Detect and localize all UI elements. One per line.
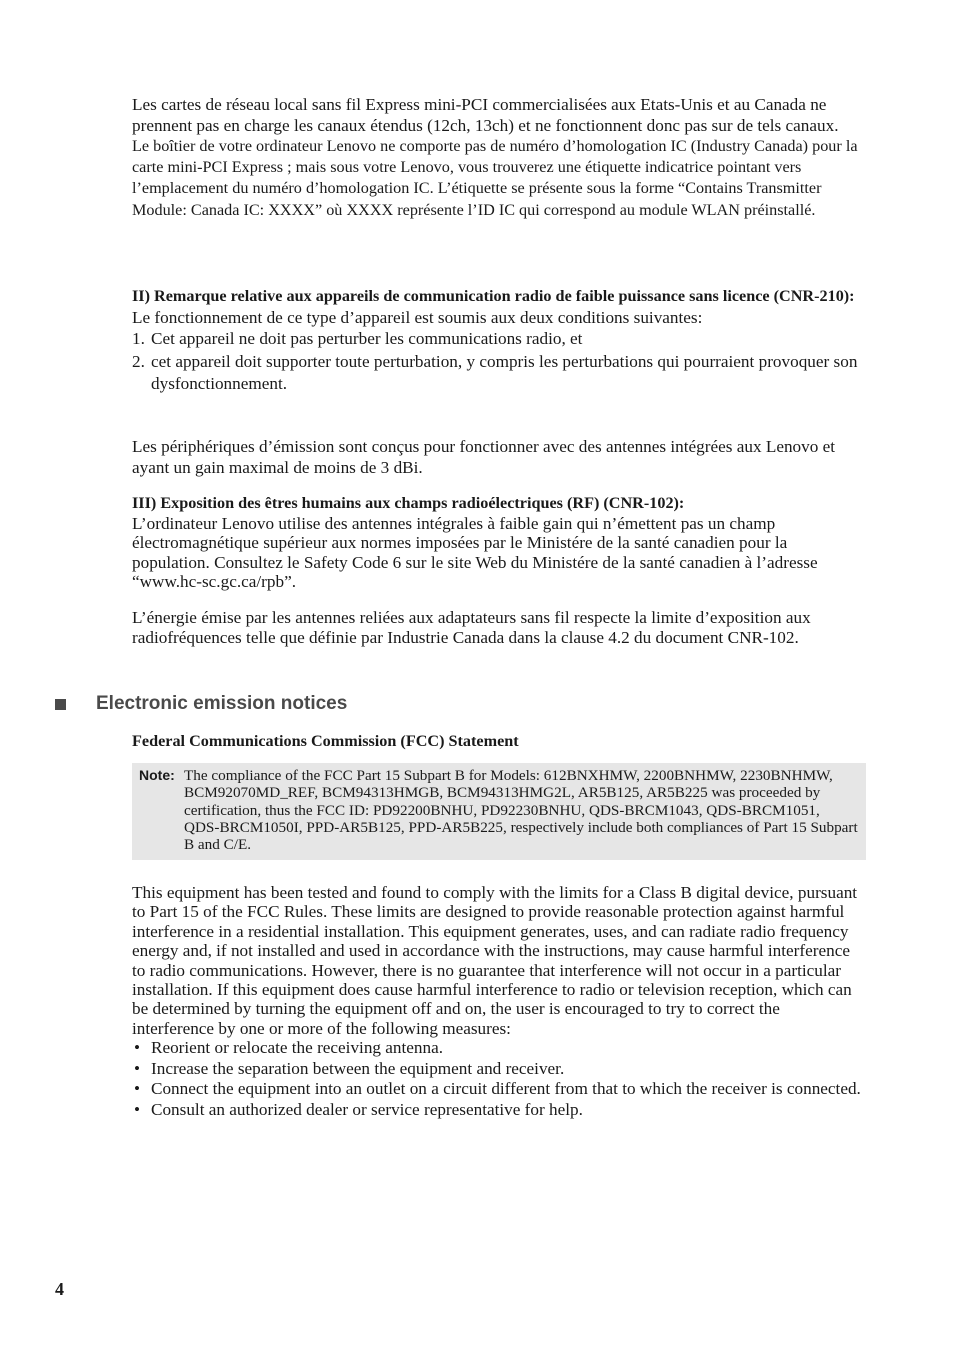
- measures-list: [132, 1038, 866, 1120]
- list-number: 1.: [132, 329, 145, 348]
- list-item: [132, 1038, 866, 1059]
- list-item-text: Consult an authorized dealer or service representative for help.: [151, 1099, 583, 1119]
- list-item: [132, 1079, 866, 1100]
- cnr210-block: [132, 286, 866, 396]
- heading-fcc-statement: Federal Communications Commission (FCC) Statement: [132, 732, 519, 750]
- paragraph-antenna-gain: Les périphériques d’émission sont conçus pour fonctionner avec des antennes intégrées aux Lenovo et ayant un gain maximal de moins de 3 dBi.: [132, 437, 836, 477]
- heading-cnr210: II) Remarque relative aux appareils de communication radio de faible puissance sans licence (CNR-210):: [132, 287, 855, 305]
- list-item: [132, 1059, 866, 1080]
- note-text: The compliance of the FCC Part 15 Subpart B for Models: 612BNXHMW, 2200BNHMW, 2230BNHMW, BCM92070MD_REF, BCM94313HMGB, BCM94313HMG2L, AR5B125, AR5B225 was proceeded by certification, thus the FCC ID: PD92200BNHU, PD92230BNHU, QDS-BRCM1043, QDS-BRCM1051, QDS-BRCM1050I, PPD-AR5B125, PPD-AR5B225, respectively include both compliances of Part 15 Subpart B and C/E.: [184, 767, 858, 854]
- bullet-dot: •: [134, 1099, 141, 1119]
- paragraph-wlan-channels: Les cartes de réseau local sans fil Express mini-PCI commercialisées aux Etats-Unis et au Canada ne prennent pas en charge les canaux étendus (12ch, 13ch) et ne fonctionnent donc pas sur de tels canaux.: [132, 95, 839, 135]
- square-bullet-icon: [55, 699, 66, 710]
- list-number: 2.: [132, 351, 145, 371]
- conditions-list: [132, 328, 866, 396]
- section-heading: [55, 693, 347, 715]
- bullet-dot: •: [134, 1079, 141, 1099]
- list-item: [132, 1100, 866, 1121]
- page-number: 4: [55, 1279, 64, 1299]
- list-item: [132, 351, 866, 396]
- french-intro-block: [132, 95, 866, 221]
- paragraph-ic-label: Le boîtier de votre ordinateur Lenovo ne comporte pas de numéro d’homologation IC (Industry Canada) pour la carte mini-PCI Express ; mais sous votre Lenovo, vous trouverez une étiquette indicatrice pointant vers l’emplacement du numéro d’homologation IC. L’étiquette se présente sous la forme “Contains Transmitter Module: Canada IC: XXXX” où XXXX représente l’ID IC qui correspond au module WLAN préinstallé.: [132, 137, 858, 219]
- heading-cnr102: III) Exposition des êtres humains aux champs radioélectriques (RF) (CNR-102):: [132, 494, 685, 512]
- energy-block: [132, 608, 866, 647]
- fcc-body-block: [132, 883, 866, 1120]
- list-item-text: Increase the separation between the equipment and receiver.: [151, 1058, 565, 1078]
- paragraph-rf-exposure: L’ordinateur Lenovo utilise des antennes intégrales à faible gain qui n’émettent pas un champ électromagnétique supérieur aux normes imposées par le Ministére de la santé canadien pour la population. Consultez le Safety Code 6 sur le site Web du Ministére de la santé canadien à l’adresse “www.hc-sc.gc.ca/rpb”.: [132, 513, 818, 591]
- list-item-text: Reorient or relocate the receiving antenna.: [151, 1038, 444, 1058]
- list-item-text: cet appareil doit supporter toute perturbation, y compris les perturbations qui pourraient provoquer son dysfonctionnement.: [151, 351, 858, 393]
- list-item-text: Connect the equipment into an outlet on a circuit different from that to which the receiver is connected.: [151, 1079, 861, 1099]
- note-label: Note:: [139, 767, 175, 783]
- section-title: Electronic emission notices: [96, 693, 348, 714]
- bullet-dot: •: [134, 1058, 141, 1078]
- cnr102-block: [132, 493, 866, 592]
- list-item-text: Cet appareil ne doit pas perturber les communications radio, et: [151, 329, 583, 348]
- paragraph-conditions: Le fonctionnement de ce type d’appareil est soumis aux deux conditions suivantes:: [132, 307, 703, 327]
- paragraph-energy-limit: L’énergie émise par les antennes reliées aux adaptateurs sans fil respecte la limite d’exposition aux radiofréquences telle que définie par Industrie Canada dans la clause 4.2 du document CNR-102.: [132, 608, 811, 647]
- fcc-heading-block: [132, 731, 866, 752]
- bullet-dot: •: [134, 1038, 141, 1058]
- list-item: [132, 328, 866, 351]
- note-box: [132, 763, 866, 860]
- antenna-gain-block: [132, 437, 866, 478]
- paragraph-fcc-body: This equipment has been tested and found to comply with the limits for a Class B digital device, pursuant to Part 15 of the FCC Rules. These limits are designed to provide reasonable protection against harmful interference in a residential installation. This equipment generates, uses, and can radiate radio frequency energy and, if not installed and used in accordance with the instructions, may cause harmful interference to radio communications. However, there is no guarantee that interference will not occur in a particular installation. If this equipment does cause harmful interference to radio or television reception, which can be determined by turning the equipment off and on, the user is encouraged to try to correct the interference by one or more of the following measures:: [132, 883, 858, 1038]
